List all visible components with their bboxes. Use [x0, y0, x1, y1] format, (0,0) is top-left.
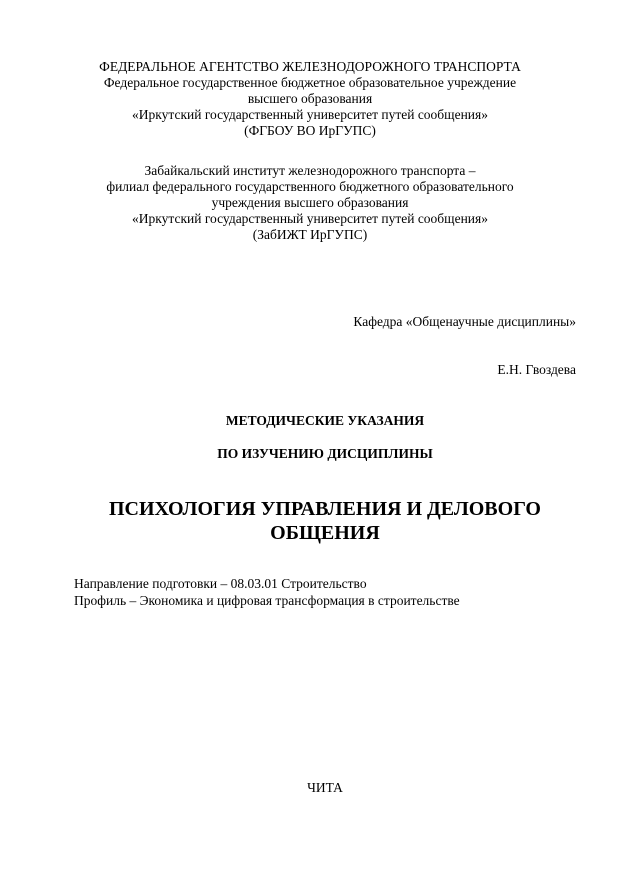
- document-purpose-heading: ПО ИЗУЧЕНИЮ ДИСЦИПЛИНЫ: [217, 446, 433, 461]
- branch-abbreviation: (ЗабИЖТ ИрГУПС): [252, 227, 368, 242]
- city: ЧИТА: [307, 780, 343, 795]
- discipline-title-line-1: ПСИХОЛОГИЯ УПРАВЛЕНИЯ И ДЕЛОВОГО: [109, 498, 541, 520]
- branch-education-level: учреждения высшего образования: [211, 195, 409, 210]
- department: Кафедра «Общенаучные дисциплины»: [353, 314, 576, 329]
- study-direction: Направление подготовки – 08.03.01 Строительство: [74, 576, 367, 591]
- agency-header: [0, 59, 620, 139]
- discipline-title-line-2: ОБЩЕНИЯ: [270, 522, 380, 544]
- study-profile: Профиль – Экономика и цифровая трансформация в строительстве: [74, 593, 460, 608]
- branch-name: Забайкальский институт железнодорожного транспорта –: [144, 163, 476, 178]
- university-abbreviation: (ФГБОУ ВО ИрГУПС): [244, 123, 376, 138]
- branch-university-name: «Иркутский государственный университет путей сообщения»: [132, 211, 488, 226]
- institution-type: Федеральное государственное бюджетное образовательное учреждение: [103, 75, 517, 90]
- discipline-title: [0, 497, 620, 545]
- branch-type: филиал федерального государственного бюджетного образовательного: [106, 179, 514, 194]
- agency-name: ФЕДЕРАЛЬНОЕ АГЕНТСТВО ЖЕЛЕЗНОДОРОЖНОГО ТРАНСПОРТА: [99, 59, 521, 74]
- branch-header: [0, 163, 620, 243]
- university-name: «Иркутский государственный университет путей сообщения»: [132, 107, 488, 122]
- document-type-heading: МЕТОДИЧЕСКИЕ УКАЗАНИЯ: [225, 413, 425, 428]
- education-level: высшего образования: [247, 91, 373, 106]
- author: Е.Н. Гвоздева: [497, 362, 576, 377]
